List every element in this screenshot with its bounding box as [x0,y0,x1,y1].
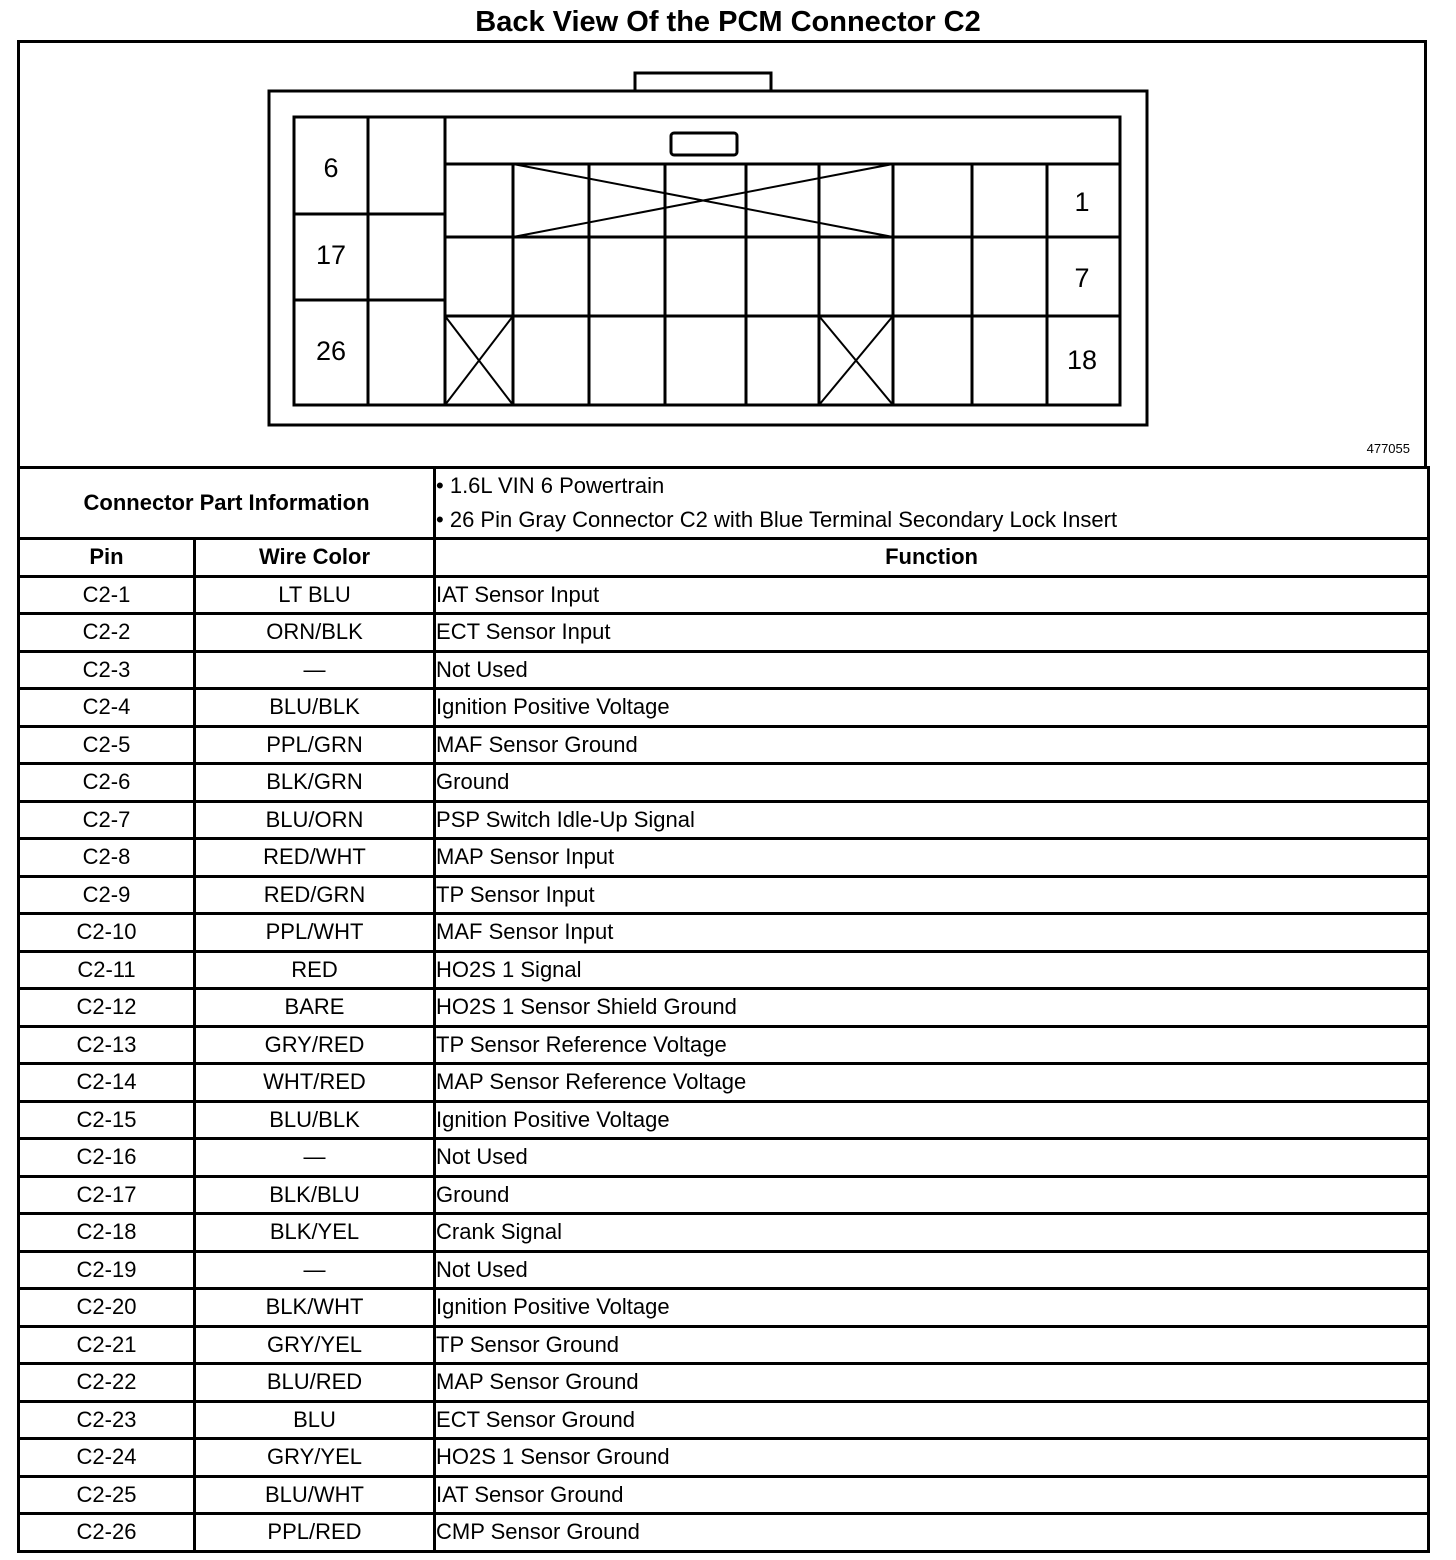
wire-color-cell: RED/WHT [195,839,435,877]
table-row [19,1026,1429,1064]
pin-cell: C2-18 [19,1214,195,1252]
table-row [19,989,1429,1027]
table-row [19,801,1429,839]
wire-color-cell: PPL/RED [195,1514,435,1552]
cavity-label: 7 [1074,263,1090,293]
wire-color-cell: BLU/RED [195,1364,435,1402]
table-row [19,764,1429,802]
function-cell: Not Used [435,651,1429,689]
page-title: Back View Of the PCM Connector C2 [475,6,981,38]
pin-cell: C2-19 [19,1251,195,1289]
table-row [19,726,1429,764]
function-cell: Not Used [435,1139,1429,1177]
table-row [19,1289,1429,1327]
pin-cell: C2-13 [19,1026,195,1064]
table-row [19,576,1429,614]
pin-cell: C2-23 [19,1401,195,1439]
pin-cell: C2-16 [19,1139,195,1177]
connector-diagram [20,43,1424,466]
function-cell: ECT Sensor Ground [435,1401,1429,1439]
function-cell: Ground [435,1176,1429,1214]
part-info-bullet: • 1.6L VIN 6 Powertrain [436,473,665,498]
function-cell: TP Sensor Ground [435,1326,1429,1364]
connector-key-slot [671,133,737,155]
table-row [19,1139,1429,1177]
wire-color-cell: GRY/YEL [195,1439,435,1477]
function-cell: PSP Switch Idle-Up Signal [435,801,1429,839]
pinout-table [17,466,1430,1553]
table-row [19,876,1429,914]
table-row [19,1326,1429,1364]
wire-color-cell: BLK/WHT [195,1289,435,1327]
table-row [19,1251,1429,1289]
pin-cell: C2-3 [19,651,195,689]
wire-color-cell: RED [195,951,435,989]
wire-color-cell: — [195,1139,435,1177]
pin-cell: C2-17 [19,1176,195,1214]
function-cell: Ground [435,764,1429,802]
figure-id: 477055 [1366,441,1410,456]
function-cell: Not Used [435,1251,1429,1289]
function-cell: MAP Sensor Ground [435,1364,1429,1402]
function-cell: ECT Sensor Input [435,614,1429,652]
part-info-details [435,468,1429,539]
pin-cell: C2-5 [19,726,195,764]
table-row [19,1476,1429,1514]
pin-cell: C2-1 [19,576,195,614]
cavity-label: 18 [1066,345,1098,375]
wire-color-cell: RED/GRN [195,876,435,914]
table-row [19,1101,1429,1139]
pin-cell: C2-21 [19,1326,195,1364]
wire-color-cell: ORN/BLK [195,614,435,652]
wire-color-cell: PPL/WHT [195,914,435,952]
function-cell: HO2S 1 Signal [435,951,1429,989]
table-row [19,914,1429,952]
wire-color-cell: — [195,1251,435,1289]
pin-column-header: Pin [19,539,195,577]
pin-cell: C2-8 [19,839,195,877]
table-row [19,1214,1429,1252]
wire-color-cell: PPL/GRN [195,726,435,764]
function-cell: MAP Sensor Input [435,839,1429,877]
table-header-row [19,539,1429,577]
part-info-row [19,468,1429,539]
table-row [19,839,1429,877]
wire-color-column-header: Wire Color [195,539,435,577]
function-cell: CMP Sensor Ground [435,1514,1429,1552]
cavity-label: 26 [315,336,347,366]
table-row [19,1514,1429,1552]
function-cell: MAP Sensor Reference Voltage [435,1064,1429,1102]
part-info-bullet: • 26 Pin Gray Connector C2 with Blue Terminal Secondary Lock Insert [436,507,1118,532]
pin-cell: C2-6 [19,764,195,802]
pin-cell: C2-14 [19,1064,195,1102]
table-row [19,651,1429,689]
wire-color-cell: BLU/BLK [195,689,435,727]
function-cell: MAF Sensor Input [435,914,1429,952]
function-cell: Ignition Positive Voltage [435,1289,1429,1327]
table-row [19,1439,1429,1477]
table-row [19,951,1429,989]
connector-shell [269,91,1147,425]
function-cell: TP Sensor Input [435,876,1429,914]
pin-cell: C2-11 [19,951,195,989]
connector-body [294,117,1120,405]
table-row [19,614,1429,652]
function-cell: Ignition Positive Voltage [435,689,1429,727]
part-info-label: Connector Part Information [19,468,435,539]
wire-color-cell: BARE [195,989,435,1027]
cavity-label: 1 [1074,187,1090,217]
pin-cell: C2-12 [19,989,195,1027]
pin-cell: C2-4 [19,689,195,727]
connector-latch-tab [635,73,771,91]
function-column-header: Function [435,539,1429,577]
wire-color-cell: — [195,651,435,689]
connector-diagram-panel [17,40,1427,466]
cavity-label: 6 [323,153,339,183]
wire-color-cell: GRY/YEL [195,1326,435,1364]
table-row [19,1176,1429,1214]
pin-cell: C2-26 [19,1514,195,1552]
wire-color-cell: BLU/ORN [195,801,435,839]
cavity-label: 17 [315,240,347,270]
wire-color-cell: BLK/GRN [195,764,435,802]
wire-color-cell: LT BLU [195,576,435,614]
pin-cell: C2-2 [19,614,195,652]
pin-cell: C2-25 [19,1476,195,1514]
wire-color-cell: WHT/RED [195,1064,435,1102]
table-row [19,1364,1429,1402]
wire-color-cell: BLU/BLK [195,1101,435,1139]
pin-cell: C2-22 [19,1364,195,1402]
function-cell: Ignition Positive Voltage [435,1101,1429,1139]
function-cell: HO2S 1 Sensor Ground [435,1439,1429,1477]
table-row [19,689,1429,727]
table-row [19,1401,1429,1439]
pin-cell: C2-20 [19,1289,195,1327]
function-cell: TP Sensor Reference Voltage [435,1026,1429,1064]
wire-color-cell: GRY/RED [195,1026,435,1064]
function-cell: HO2S 1 Sensor Shield Ground [435,989,1429,1027]
function-cell: IAT Sensor Input [435,576,1429,614]
wire-color-cell: BLK/YEL [195,1214,435,1252]
pin-cell: C2-15 [19,1101,195,1139]
pin-cell: C2-9 [19,876,195,914]
function-cell: MAF Sensor Ground [435,726,1429,764]
pin-cell: C2-24 [19,1439,195,1477]
pin-cell: C2-7 [19,801,195,839]
function-cell: Crank Signal [435,1214,1429,1252]
pin-cell: C2-10 [19,914,195,952]
table-row [19,1064,1429,1102]
function-cell: IAT Sensor Ground [435,1476,1429,1514]
wire-color-cell: BLK/BLU [195,1176,435,1214]
wire-color-cell: BLU [195,1401,435,1439]
wire-color-cell: BLU/WHT [195,1476,435,1514]
